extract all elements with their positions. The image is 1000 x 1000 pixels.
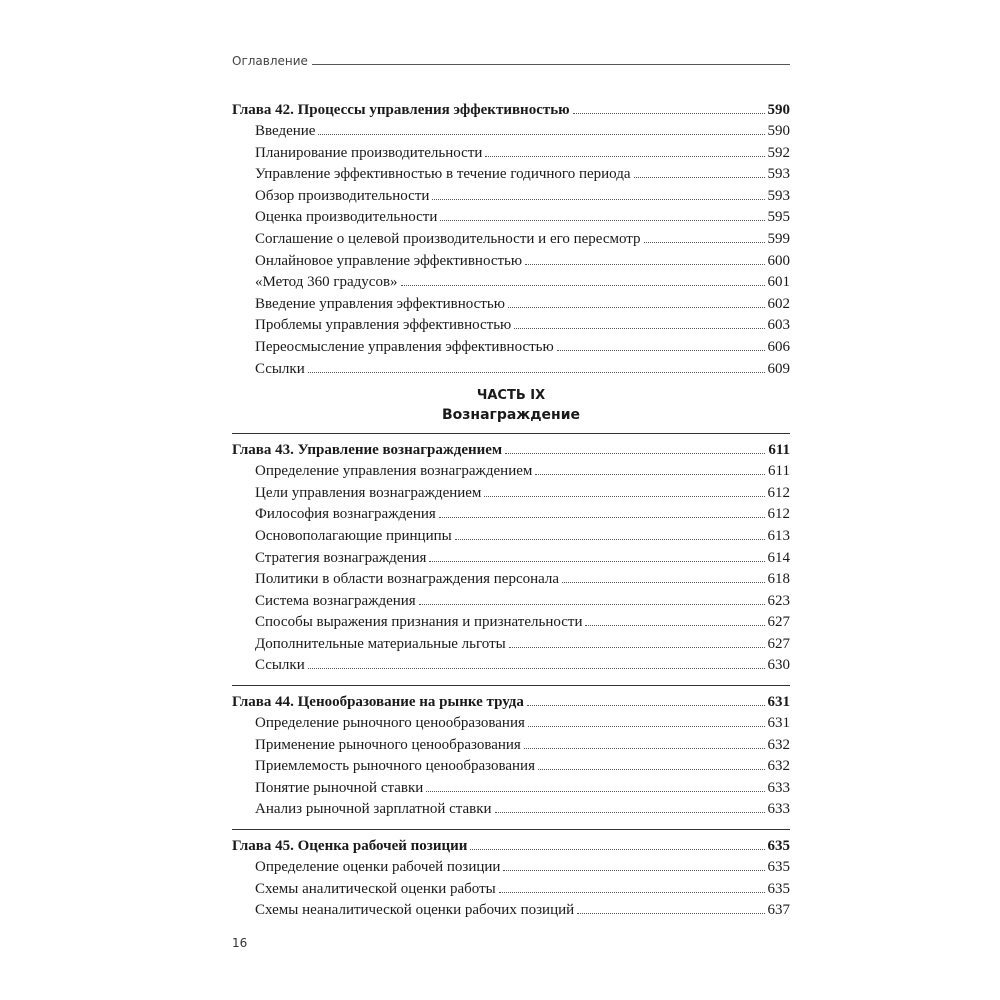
section-entry[interactable] — [232, 143, 790, 165]
section-entry[interactable] — [232, 569, 790, 591]
dot-leader — [577, 913, 764, 914]
section-entry[interactable] — [232, 251, 790, 273]
section-entry[interactable] — [232, 315, 790, 337]
dot-leader — [524, 748, 765, 749]
section-entry-page: 601 — [767, 274, 790, 291]
section-entry-title: Понятие рыночной ставки — [255, 779, 424, 796]
dot-leader — [318, 134, 764, 135]
section-entry[interactable] — [232, 655, 790, 677]
dot-leader — [308, 372, 765, 373]
section-entry-title: Применение рыночного ценообразования — [255, 736, 521, 753]
section-entry-page: 635 — [767, 880, 790, 897]
section-entry-title: Переосмысление управления эффективностью — [255, 338, 554, 355]
chapter-entry-title: Глава 43. Управление вознаграждением — [232, 442, 503, 459]
section-entry-page: 592 — [767, 144, 790, 161]
part-label: ЧАСТЬ IX — [476, 388, 546, 404]
dot-leader — [440, 220, 764, 221]
section-entry[interactable] — [232, 164, 790, 186]
section-entry-page: 632 — [767, 736, 790, 753]
chapter-entry[interactable] — [232, 99, 790, 121]
dot-leader — [644, 242, 765, 243]
section-entry-page: 593 — [767, 166, 790, 183]
section-entry[interactable] — [232, 337, 790, 359]
section-entry[interactable] — [232, 461, 790, 483]
section-entry[interactable] — [232, 857, 790, 879]
table-of-contents — [232, 99, 790, 922]
dot-leader — [419, 604, 765, 605]
section-entry-title: Дополнительные материальные льготы — [255, 635, 506, 652]
section-entry-page: 637 — [767, 902, 790, 919]
section-entry-title: Планирование производительности — [255, 144, 483, 161]
section-entry-title: Приемлемость рыночного ценообразования — [255, 758, 535, 775]
section-entry-title: Введение управления эффективностью — [255, 295, 505, 312]
section-entry-title: Схемы неаналитической оценки рабочих позиций — [255, 902, 575, 919]
section-entry-title: Определение управления вознаграждением — [255, 463, 533, 480]
section-entry-page: 593 — [767, 187, 790, 204]
dot-leader — [508, 307, 765, 308]
section-entry[interactable] — [232, 879, 790, 901]
chapter-block — [232, 433, 790, 677]
header-rule — [312, 64, 790, 65]
section-entry-page: 614 — [767, 549, 790, 566]
section-entry-page: 600 — [767, 252, 790, 269]
section-entry-title: Основополагающие принципы — [255, 527, 452, 544]
section-entry-page: 631 — [767, 715, 790, 732]
section-entry-title: Анализ рыночной зарплатной ставки — [255, 801, 492, 818]
section-entry-page: 603 — [767, 317, 790, 334]
dot-leader — [429, 561, 764, 562]
section-entry-title: Схемы аналитической оценки работы — [255, 880, 496, 897]
dot-leader — [470, 849, 764, 850]
section-entry[interactable] — [232, 294, 790, 316]
chapter-entry-page: 635 — [767, 838, 790, 855]
section-entry[interactable] — [232, 900, 790, 922]
section-entry[interactable] — [232, 359, 790, 381]
section-entry-page: 612 — [767, 484, 790, 501]
dot-leader — [426, 791, 764, 792]
chapter-entry-page: 590 — [767, 102, 790, 118]
section-entry-title: Ссылки — [255, 360, 305, 377]
section-entry[interactable] — [232, 713, 790, 735]
chapter-block — [232, 685, 790, 821]
section-entry-page: 633 — [767, 801, 790, 818]
dot-leader — [439, 517, 765, 518]
section-entry[interactable] — [232, 548, 790, 570]
chapter-group-a — [232, 99, 790, 380]
part-heading — [232, 386, 790, 425]
section-entry-title: «Метод 360 градусов» — [255, 274, 398, 291]
dot-leader — [538, 769, 765, 770]
section-entry-page: 612 — [767, 506, 790, 523]
dot-leader — [499, 892, 765, 893]
section-entry-title: Цели управления вознаграждением — [255, 484, 482, 501]
section-entry[interactable] — [232, 229, 790, 251]
chapter-entry[interactable] — [232, 691, 790, 713]
dot-leader — [634, 177, 765, 178]
dot-leader — [514, 328, 764, 329]
section-entry[interactable] — [232, 526, 790, 548]
chapter-block — [232, 99, 790, 380]
dot-leader — [562, 582, 764, 583]
dot-leader — [308, 668, 765, 669]
section-entry[interactable] — [232, 504, 790, 526]
section-entry-title: Онлайновое управление эффективностью — [255, 252, 523, 269]
dot-leader — [401, 285, 765, 286]
section-entry-page: 590 — [767, 123, 790, 139]
chapter-group-b — [232, 433, 790, 922]
part-title: Вознаграждение — [441, 407, 581, 424]
dot-leader — [525, 264, 764, 265]
running-header-title: Оглавление — [232, 54, 308, 68]
chapter-entry-page: 631 — [767, 694, 790, 711]
section-entry[interactable] — [232, 483, 790, 505]
chapter-entry[interactable] — [232, 835, 790, 857]
section-entry-page: 602 — [767, 295, 790, 312]
section-entry[interactable] — [232, 272, 790, 294]
section-entry[interactable] — [232, 634, 790, 656]
section-entry-page: 633 — [767, 779, 790, 796]
dot-leader — [455, 539, 765, 540]
section-entry-title: Политики в области вознаграждения персонала — [255, 571, 560, 588]
dot-leader — [503, 870, 764, 871]
section-entry[interactable] — [232, 591, 790, 613]
chapter-entry-title: Глава 44. Ценообразование на рынке труда — [232, 694, 524, 711]
section-entry-title: Оценка производительности — [255, 209, 438, 226]
section-entry-title: Ссылки — [255, 657, 305, 674]
page-number: 16 — [232, 936, 248, 950]
chapter-entry-title: Глава 45. Оценка рабочей позиции — [232, 838, 468, 855]
section-entry-page: 623 — [767, 592, 790, 609]
section-entry-page: 599 — [767, 230, 790, 247]
chapter-entry-page: 611 — [768, 442, 790, 459]
section-entry-title: Введение — [255, 123, 316, 139]
section-entry-title: Способы выражения признания и признательности — [255, 614, 583, 631]
section-entry-title: Обзор производительности — [255, 187, 430, 204]
dot-leader — [527, 705, 765, 706]
dot-leader — [573, 113, 765, 114]
section-entry[interactable] — [232, 799, 790, 821]
dot-leader — [505, 453, 765, 454]
section-entry-page: 627 — [767, 635, 790, 652]
dot-leader — [509, 647, 765, 648]
section-entry[interactable] — [232, 778, 790, 800]
section-entry-page: 630 — [767, 657, 790, 674]
running-header — [232, 53, 790, 69]
section-entry-title: Проблемы управления эффективностью — [255, 317, 512, 334]
section-entry-title: Определение рыночного ценообразования — [255, 715, 525, 732]
section-entry[interactable] — [232, 756, 790, 778]
dot-leader — [495, 812, 765, 813]
section-entry-title: Управление эффективностью в течение годичного периода — [255, 166, 631, 183]
chapter-block — [232, 829, 790, 922]
section-entry-page: 613 — [767, 527, 790, 544]
dot-leader — [557, 350, 765, 351]
section-entry-page: 595 — [767, 209, 790, 226]
section-entry-page: 632 — [767, 758, 790, 775]
section-entry[interactable] — [232, 186, 790, 208]
dot-leader — [585, 625, 764, 626]
section-entry[interactable] — [232, 121, 790, 143]
section-entry-page: 618 — [767, 571, 790, 588]
section-entry-page: 606 — [767, 338, 790, 355]
section-entry[interactable] — [232, 735, 790, 757]
dot-leader — [528, 726, 765, 727]
section-entry-title: Определение оценки рабочей позиции — [255, 859, 501, 876]
dot-leader — [432, 199, 764, 200]
section-entry[interactable] — [232, 207, 790, 229]
section-entry-page: 627 — [767, 614, 790, 631]
section-entry-title: Стратегия вознаграждения — [255, 549, 427, 566]
dot-leader — [485, 156, 764, 157]
section-entry-page: 611 — [768, 463, 790, 480]
section-entry-title: Соглашение о целевой производительности и его пересмотр — [255, 230, 641, 247]
section-entry-page: 635 — [767, 859, 790, 876]
dot-leader — [535, 474, 765, 475]
chapter-entry[interactable] — [232, 439, 790, 461]
section-entry-title: Система вознаграждения — [255, 592, 416, 609]
chapter-entry-title: Глава 42. Процессы управления эффективностью — [232, 102, 570, 118]
section-entry[interactable] — [232, 612, 790, 634]
dot-leader — [484, 496, 764, 497]
section-entry-page: 609 — [767, 360, 790, 377]
section-entry-title: Философия вознаграждения — [255, 506, 436, 523]
